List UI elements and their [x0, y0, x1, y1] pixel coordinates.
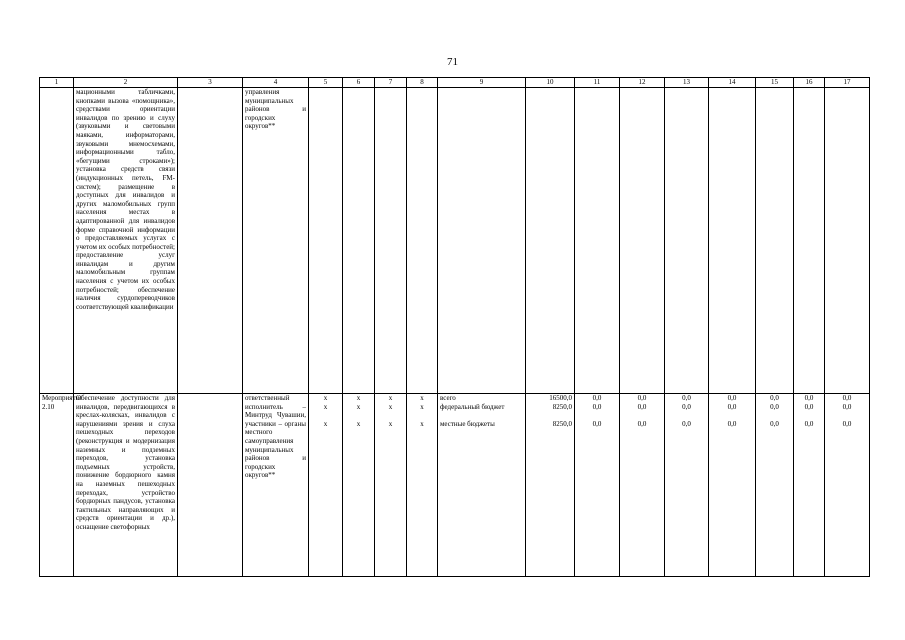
table-cell	[756, 88, 794, 394]
table-cell	[343, 394, 375, 577]
list-item: x	[356, 419, 361, 428]
list-item: 0,0	[804, 419, 814, 428]
executor-cell: ответственный исполнитель – Минтруд Чувашии, участники – органы местного самоуправления муниципальных районов и городских округов**	[243, 394, 309, 577]
list-item: x	[420, 402, 424, 411]
table-cell	[620, 394, 665, 577]
header-cell: 9	[438, 78, 526, 88]
header-cell: 11	[575, 78, 620, 88]
table-cell	[794, 394, 825, 577]
table-cell	[794, 88, 825, 394]
header-cell: 1	[40, 78, 74, 88]
list-item: x	[388, 419, 393, 428]
measure-row	[40, 394, 870, 577]
table-cell	[526, 394, 575, 577]
list-item: всего	[440, 394, 456, 402]
table-cell	[825, 394, 870, 577]
list-item: 0,0	[770, 419, 779, 428]
table-cell	[526, 88, 575, 394]
table-cell	[375, 394, 407, 577]
table-cell	[665, 88, 709, 394]
table-cell	[178, 88, 243, 394]
measure-description: мационными табличками, кнопками вызова «помощника», средствами ориентации инвалидов по зрению и слуху (звуковыми и световыми маяками, информаторами, звуковыми мнемосхемами, информационными табло, «бегущими строками»); установка средств связи (индукционных петель, FM-систем); размещение в доступных для инвалидов и других маломобильных групп населения местах в адаптированной для инвалидов форме справочной информации о предоставляемых услугах с учетом их особых потребностей; предоставление услуг инвалидам и другим маломобильным группам населения с учетом их особых потребностей; обеспечение наличия сурдопереводчиков соответствующей квалификации	[74, 88, 178, 394]
list-item: местные бюджеты	[440, 419, 495, 428]
list-item: 0,0	[637, 419, 647, 428]
header-cell: 5	[309, 78, 343, 88]
list-item: 0,0	[592, 402, 602, 411]
list-item: 0,0	[682, 402, 691, 411]
list-item: 0,0	[727, 402, 737, 411]
page-number: 71	[447, 56, 458, 68]
table-cell	[620, 88, 665, 394]
table-cell	[407, 88, 438, 394]
list-item: 8250,0	[552, 419, 572, 428]
list-item: x	[323, 419, 328, 428]
table-cell	[665, 394, 709, 577]
header-cell: 7	[375, 78, 407, 88]
header-row	[40, 78, 870, 88]
list-item: 0,0	[770, 394, 779, 402]
list-item: 0,0	[804, 402, 814, 411]
table-cell	[709, 88, 756, 394]
list-item: 0,0	[842, 394, 852, 402]
table-cell	[309, 88, 343, 394]
list-item: x	[388, 402, 393, 411]
table-cell	[756, 394, 794, 577]
list-item: 0,0	[592, 419, 602, 428]
header-cell: 2	[74, 78, 178, 88]
table-cell	[575, 394, 620, 577]
list-item: x	[323, 402, 328, 411]
list-item: 0,0	[804, 394, 814, 402]
table-cell	[343, 88, 375, 394]
list-item: x	[356, 402, 361, 411]
table-cell	[40, 88, 74, 394]
table-cell	[178, 394, 243, 577]
list-item: 0,0	[727, 419, 737, 428]
header-cell: 17	[825, 78, 870, 88]
header-cell: 12	[620, 78, 665, 88]
list-item: 0,0	[842, 402, 852, 411]
header-cell: 13	[665, 78, 709, 88]
measure-description: Обеспечение доступности для инвалидов, передвигающихся в креслах-колясках, инвалидов с нарушениями зрения и слуха пешеходных переходов (реконструкция и модернизация наземных и подземных переходов, установка подъемных устройств, понижение бордюрного камня на наземных пешеходных переходах, устройство бордюрных пандусов, установка тактильных направляющих и средств ориентации и др.), оснащение светофорных	[74, 394, 178, 577]
list-item: 0,0	[727, 394, 737, 402]
list-item: федеральный бюджет	[440, 402, 505, 411]
list-item: x	[388, 394, 393, 402]
table-cell	[438, 88, 526, 394]
list-item: x	[356, 394, 361, 402]
list-item: 16500,0	[549, 394, 572, 402]
header-cell: 8	[407, 78, 438, 88]
executor-cell: управления муниципальных районов и городских округов**	[243, 88, 309, 394]
list-item: 0,0	[637, 394, 647, 402]
funding-source-cell	[438, 394, 526, 577]
table-cell	[309, 394, 343, 577]
table-cell	[709, 394, 756, 577]
header-cell: 4	[243, 78, 309, 88]
list-item: x	[323, 394, 328, 402]
program-table	[39, 77, 870, 577]
header-cell: 6	[343, 78, 375, 88]
header-cell: 16	[794, 78, 825, 88]
table-cell	[575, 88, 620, 394]
list-item: 0,0	[682, 419, 691, 428]
list-item: 0,0	[637, 402, 647, 411]
table-cell	[407, 394, 438, 577]
measure-number: Мероприятие 2.10	[40, 394, 74, 577]
header-cell: 15	[756, 78, 794, 88]
list-item: 0,0	[842, 419, 852, 428]
list-item: 0,0	[770, 402, 779, 411]
header-cell: 3	[178, 78, 243, 88]
list-item: 8250,0	[552, 402, 572, 411]
list-item: x	[420, 394, 424, 402]
list-item: 0,0	[682, 394, 691, 402]
list-item: 0,0	[592, 394, 602, 402]
continuation-row	[40, 88, 870, 394]
header-cell: 10	[526, 78, 575, 88]
table-cell	[375, 88, 407, 394]
list-item: x	[420, 419, 424, 428]
header-cell: 14	[709, 78, 756, 88]
table-cell	[825, 88, 870, 394]
